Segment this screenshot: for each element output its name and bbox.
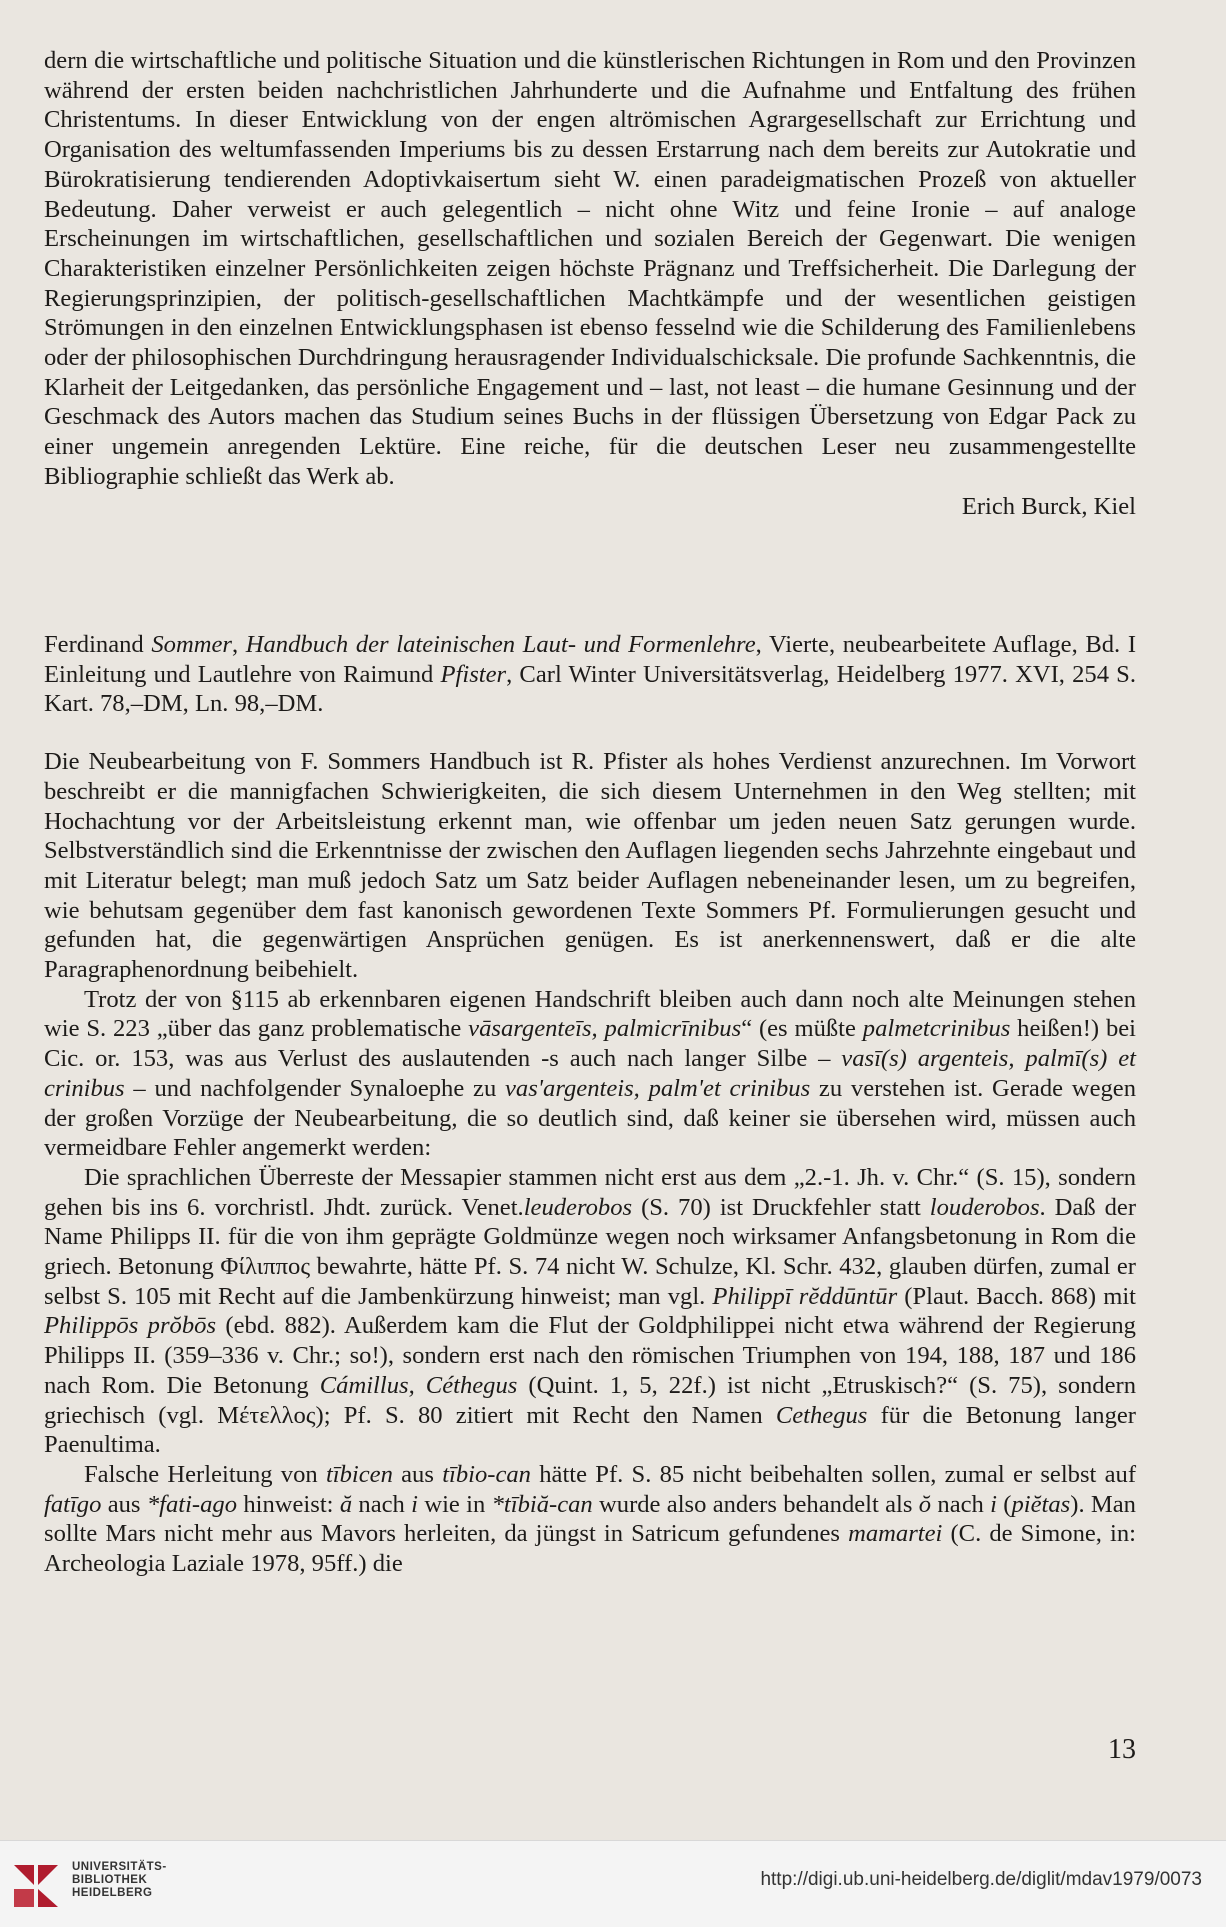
- library-footer: [0, 1840, 1226, 1927]
- review-paragraph-3: Die sprachlichen Überreste der Messapier stammen nicht erst aus dem „2.-1. Jh. v. Chr.“ (S. 15), sondern gehen bis ins 6. vorchristl. Jhdt. zurück. Venet.leuderobos (S. 70) ist Druckfehler statt louderobos. Daß der Name Philipps II. für die von ihm geprägte Goldmünze wegen noch wirksamer Anfangsbetonung in Rom die griech. Betonung Φίλιππος bewahrte, hätte Pf. S. 74 nicht W. Schulze, Kl. Schr. 432, glauben dürfen, zumal er selbst S. 105 mit Recht auf die Jambenkürzung hinweist; man vgl. Philippī rĕddūntūr (Plaut. Bacch. 868) mit Philippōs prŏbōs (ebd. 882). Außerdem kam die Flut der Goldphilippei nicht etwa während der Regierung Philipps II. (359–336 v. Chr.; so!), sondern erst nach den römischen Triumphen von 194, 188, 187 und 186 nach Rom. Die Betonung Cámillus, Céthegus (Quint. 1, 5, 22f.) ist nicht „Etruskisch?“ (S. 75), sondern griechisch (vgl. Μέτελλος); Pf. S. 80 zitiert mit Recht den Namen Cethegus für die Betonung langer Paenultima.: [44, 1163, 1137, 1459]
- book-citation: Ferdinand Sommer, Handbuch der lateinischen Laut- und Formenlehre, Vierte, neubearbeitete Auflage, Bd. I Einleitung und Lautlehre von Raimund Pfister, Carl Winter Universitätsverlag, Heidelberg 1977. XVI, 254 S. Kart. 78,–DM, Ln. 98,–DM.: [44, 631, 1137, 718]
- digital-library-url-link[interactable]: http://digi.ub.uni-heidelberg.de/diglit/mdav1979/0073: [760, 1869, 1202, 1890]
- review-paragraph-1: Die Neubearbeitung von F. Sommers Handbuch ist R. Pfister als hohes Verdienst anzurechnen. Im Vorwort beschreibt er die mannigfachen Schwierigkeiten, die sich diesem Unternehmen in den Weg stellten; mit Hochachtung vor der Arbeitsleistung erkennt man, wie offenbar um jeden neuen Satz gerungen wurde. Selbstverständlich sind die Erkenntnisse der zwischen den Auflagen liegenden sechs Jahrzehnte eingebaut und mit Literatur belegt; man muß jedoch Satz um Satz beider Auflagen nebeneinander lesen, um zu begreifen, wie behutsam gegenüber dem fast kanonisch gewordenen Texte Sommers Pf. Formulierungen gesucht und gefunden hat, die gegenwärtigen Ansprüchen genügen. Es ist anerkennenswert, daß er die alte Paragraphenordnung beibehielt.: [44, 748, 1136, 984]
- book-editor: Pfister: [440, 660, 507, 688]
- reviewer-signature: Erich Burck, Kiel: [961, 492, 1136, 520]
- page-number: 13: [1108, 1734, 1136, 1765]
- book-author: Sommer: [151, 631, 232, 658]
- university-library-logo-icon: [8, 1859, 64, 1911]
- review-paragraph-4: Falsche Herleitung von tībicen aus tībio-can hätte Pf. S. 85 nicht beibehalten sollen, zumal er selbst auf fatīgo aus *fati-ago hinweist: ă nach i wie in *tībiă-can wurde also anders behandelt als ŏ nach i (piĕtas). Man sollte Mars nicht mehr aus Mavors herleiten, da jüngst in Satricum gefundenes mamartei (C. de Simone, in: Archeologia Laziale 1978, 95ff.) die: [44, 1460, 1137, 1578]
- review-ending-paragraph: dern die wirtschaftliche und politische Situation und die künstlerischen Richtungen in Rom und den Provinzen während der ersten beiden nachchristlichen Jahrhunderte und die Aufnahme und Entfaltung des frühen Christentums. In dieser Entwicklung von der engen altrömischen Agrargesellschaft zur Errichtung und Organisation des weltumfassenden Imperiums bis zu dessen Erstarrung nach dem bereits zur Autokratie und Bürokratisierung tendierenden Adoptivkaisertum sieht W. einen paradeigmatischen Prozeß von aktueller Bedeutung. Daher verweist er auch gelegentlich – nicht ohne Witz und feine Ironie – auf analoge Erscheinungen im wirtschaftlichen, gesellschaftlichen und sozialen Bereich der Gegenwart. Die wenigen Charakteristiken einzelner Persönlichkeiten zeigen höchste Prägnanz und Treffsicherheit. Die Darlegung der Regierungsprinzipien, der politisch-gesellschaftlichen Machtkämpfe und der wesentlichen geistigen Strömungen in den einzelnen Entwicklungsphasen ist ebenso fesselnd wie die Schilderung des Familienlebens oder der philosophischen Durchdringung herausragender Individualschicksale. Die profunde Sachkenntnis, die Klarheit der Leitgedanken, das persönliche Engagement und – last, not least – die humane Gesinnung und der Geschmack des Autors machen das Studium seines Buchs in der flüssigen Übersetzung von Edgar Pack zu einer ungemein anregenden Lektüre. Eine reiche, für die deutschen Leser neu zusammengestellte Bibliographie schließt das Werk ab.: [44, 47, 1136, 490]
- book-title: Handbuch der lateinischen Laut- und Formenlehre: [245, 631, 756, 658]
- review-ending: [44, 46, 1136, 521]
- library-name: UNIVERSITÄTS- BIBLIOTHEK HEIDELBERG: [72, 1861, 167, 1899]
- review-paragraph-2: Trotz der von §115 ab erkennbaren eigenen Handschrift bleiben auch dann noch alte Meinungen stehen wie S. 223 „über das ganz problematische vāsargenteīs, palmicrīnibus“ (es müßte palmetcrinibus heißen!) bei Cic. or. 153, was aus Verlust des auslautenden -s auch nach langer Silbe – vasī(s) argenteis, palmī(s) et crinibus – und nachfolgender Synaloephe zu vas'argenteis, palm'et crinibus zu verstehen ist. Gerade wegen der großen Vorzüge der Neubearbeitung, die so deutlich sind, daß keiner sie übersehen wird, müssen auch vermeidbare Fehler angemerkt werden:: [44, 985, 1136, 1162]
- review-sommer-handbuch: [44, 630, 1136, 1579]
